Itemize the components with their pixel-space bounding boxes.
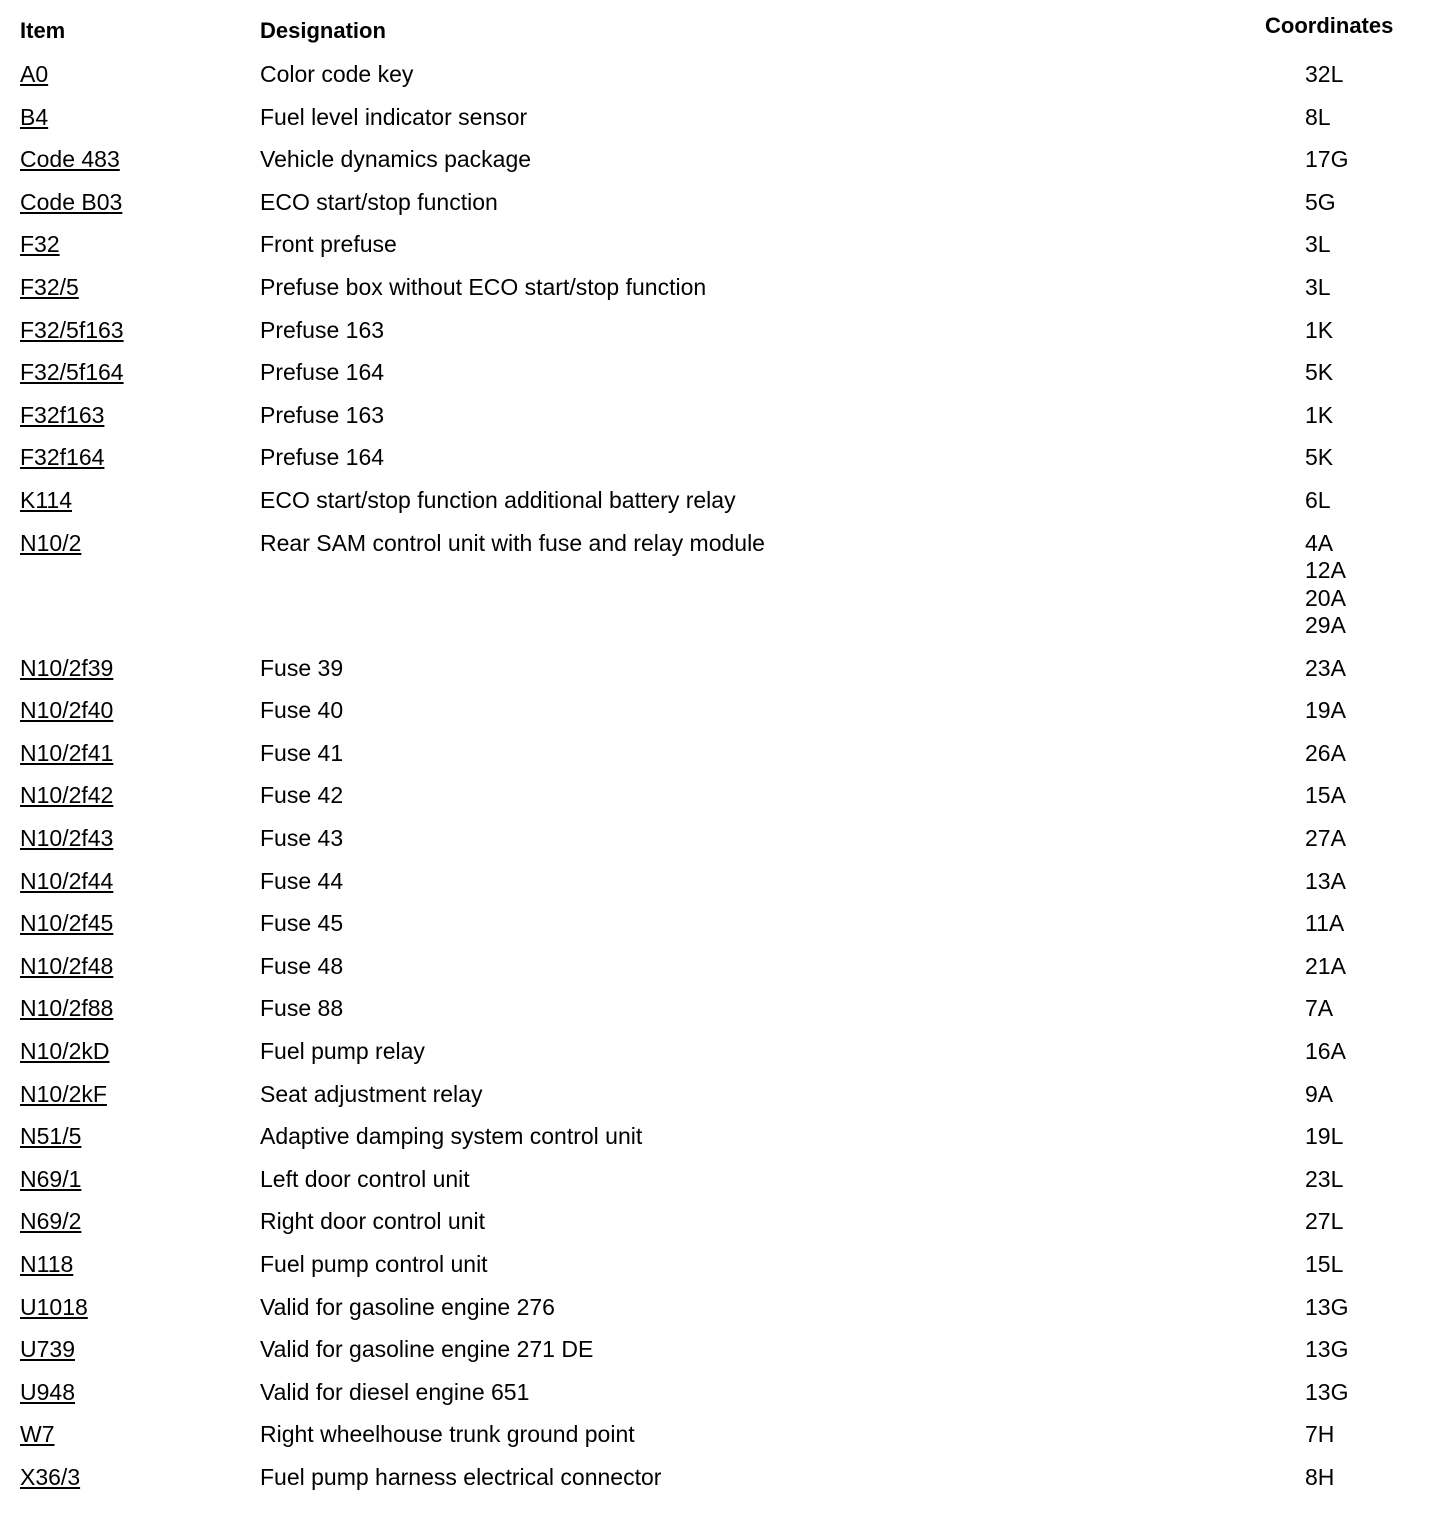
item-link[interactable]: F32/5f164: [20, 359, 124, 386]
item-designation: Fuel pump harness electrical connector: [260, 1463, 662, 1490]
item-designation: ECO start/stop function additional battery relay: [260, 486, 736, 513]
table-row: [0, 1374, 1456, 1417]
table-row: [0, 312, 1456, 355]
column-header-item: Item: [20, 18, 66, 43]
item-coordinates: [1305, 317, 1333, 345]
item-link[interactable]: N69/2: [20, 1208, 82, 1235]
item-coordinates: [1305, 1251, 1343, 1279]
coordinate-value: 1K: [1305, 401, 1334, 428]
item-coordinates: [1305, 655, 1346, 683]
item-coordinates: [1305, 487, 1331, 515]
item-coordinates: [1305, 953, 1346, 981]
item-coordinates: [1305, 1379, 1348, 1407]
coordinate-value: 13A: [1305, 867, 1346, 894]
item-designation: Right wheelhouse trunk ground point: [260, 1421, 635, 1448]
item-link[interactable]: F32/5: [20, 273, 79, 300]
coordinate-value: 9A: [1305, 1080, 1334, 1107]
item-link[interactable]: N10/2: [20, 529, 82, 556]
coordinate-value: 5K: [1305, 444, 1334, 471]
table-row: [0, 354, 1456, 397]
table-row: [0, 1246, 1456, 1289]
table-row: [0, 525, 1456, 650]
item-link[interactable]: N51/5: [20, 1123, 82, 1150]
item-coordinates: [1305, 868, 1346, 896]
column-header-designation: Designation: [260, 18, 386, 43]
item-link[interactable]: N118: [20, 1250, 74, 1277]
table-row: [0, 650, 1456, 693]
item-coordinates: [1305, 444, 1333, 472]
item-designation: Prefuse box without ECO start/stop function: [260, 273, 707, 300]
item-designation: Vehicle dynamics package: [260, 146, 532, 173]
coordinate-value: 5K: [1305, 359, 1334, 386]
coordinate-value: 8L: [1305, 103, 1331, 130]
coordinate-value: 19L: [1305, 1123, 1344, 1150]
table-row: [0, 1118, 1456, 1161]
table-row: [0, 1289, 1456, 1332]
table-row: [0, 990, 1456, 1033]
coordinate-value: 26A: [1305, 739, 1346, 766]
item-coordinates: [1305, 61, 1343, 89]
item-coordinates: [1305, 782, 1346, 810]
coordinate-value: 5G: [1305, 188, 1336, 215]
item-link[interactable]: N69/1: [20, 1165, 82, 1192]
item-designation: Color code key: [260, 61, 414, 87]
item-link[interactable]: X36/3: [20, 1463, 81, 1490]
table-row: [0, 482, 1456, 525]
table-row: [0, 1161, 1456, 1204]
table-row: [0, 863, 1456, 906]
coordinate-value: 17G: [1305, 146, 1349, 173]
item-link[interactable]: U739: [20, 1336, 75, 1363]
table-row: [0, 905, 1456, 948]
item-designation: Seat adjustment relay: [260, 1080, 483, 1107]
item-coordinates: [1305, 1123, 1343, 1151]
item-designation: Front prefuse: [260, 231, 397, 258]
item-designation: Fuse 44: [260, 867, 344, 894]
item-designation: Adaptive damping system control unit: [260, 1123, 643, 1150]
item-table: [0, 56, 1456, 1502]
table-row: [0, 439, 1456, 482]
coordinate-value: 15L: [1305, 1250, 1344, 1277]
item-designation: Fuse 88: [260, 995, 344, 1022]
item-designation: Valid for diesel engine 651: [260, 1378, 530, 1405]
column-header-coordinates: Coordinates: [1265, 13, 1394, 38]
item-link[interactable]: N10/2f43: [20, 825, 114, 851]
item-coordinates: [1305, 1421, 1334, 1449]
item-designation: Valid for gasoline engine 276: [260, 1293, 555, 1320]
coordinate-value: 8H: [1305, 1463, 1335, 1490]
table-row: [0, 1331, 1456, 1374]
item-link[interactable]: N10/2kF: [20, 1080, 107, 1107]
item-coordinates: [1305, 530, 1346, 640]
item-link[interactable]: N10/2f42: [20, 782, 114, 809]
item-link[interactable]: N10/2f45: [20, 910, 114, 937]
item-link[interactable]: F32f163: [20, 401, 105, 428]
item-designation: Fuse 39: [260, 654, 344, 681]
item-link[interactable]: K114: [20, 486, 73, 513]
table-row: [0, 226, 1456, 269]
item-designation: Fuse 45: [260, 910, 344, 937]
item-link[interactable]: F32f164: [20, 444, 105, 471]
item-link[interactable]: N10/2f88: [20, 995, 114, 1022]
table-row: [0, 141, 1456, 184]
table-row: [0, 948, 1456, 991]
coordinate-value: 3L: [1305, 231, 1331, 258]
item-designation: Fuse 42: [260, 782, 344, 809]
coordinate-value: 20A: [1305, 584, 1346, 611]
coordinate-value: 3L: [1305, 273, 1331, 300]
table-row: [0, 99, 1456, 142]
item-designation: Fuse 48: [260, 952, 344, 979]
item-link[interactable]: U1018: [20, 1293, 88, 1320]
item-designation: Fuse 40: [260, 697, 344, 724]
item-designation: Prefuse 163: [260, 316, 385, 343]
coordinate-value: 4A: [1305, 529, 1334, 556]
item-link[interactable]: N10/2kD: [20, 1037, 110, 1064]
item-coordinates: [1305, 146, 1348, 174]
coordinate-value: 16A: [1305, 1037, 1346, 1064]
coordinate-value: 7H: [1305, 1421, 1335, 1448]
coordinate-value: 13G: [1305, 1378, 1349, 1405]
item-coordinates: [1305, 995, 1333, 1023]
table-row: [0, 735, 1456, 778]
item-designation: Left door control unit: [260, 1165, 470, 1192]
table-row: [0, 1459, 1456, 1502]
item-coordinates: [1305, 825, 1346, 853]
item-designation: Prefuse 163: [260, 401, 385, 428]
table-row: [0, 692, 1456, 735]
item-link[interactable]: N10/2f41: [20, 739, 114, 766]
item-coordinates: [1305, 1208, 1343, 1236]
item-link[interactable]: N10/2f39: [20, 654, 114, 681]
item-coordinates: [1305, 1038, 1346, 1066]
item-coordinates: [1305, 910, 1344, 938]
coordinate-value: 19A: [1305, 697, 1346, 724]
item-link[interactable]: A0: [20, 61, 49, 87]
item-designation: Rear SAM control unit with fuse and relay module: [260, 529, 765, 556]
item-designation: Prefuse 164: [260, 444, 385, 471]
item-designation: Fuse 43: [260, 825, 344, 851]
item-designation: Prefuse 164: [260, 359, 385, 386]
table-row: [0, 184, 1456, 227]
item-link[interactable]: N10/2f48: [20, 952, 114, 979]
coordinate-value: 7A: [1305, 995, 1334, 1022]
coordinate-value: 11A: [1305, 910, 1345, 937]
coordinate-value: 15A: [1305, 782, 1346, 809]
coordinate-value: 23L: [1305, 1165, 1344, 1192]
table-row: [0, 1416, 1456, 1459]
item-coordinates: [1305, 359, 1333, 387]
item-coordinates: [1305, 1081, 1333, 1109]
item-coordinates: [1305, 697, 1346, 725]
item-designation: ECO start/stop function: [260, 188, 498, 215]
item-designation: Right door control unit: [260, 1208, 486, 1235]
item-link[interactable]: N10/2f40: [20, 697, 114, 724]
item-link[interactable]: Code B03: [20, 188, 123, 215]
coordinate-value: 13G: [1305, 1293, 1349, 1320]
table-row: [0, 820, 1456, 863]
coordinate-value: 1K: [1305, 316, 1334, 343]
table-row: [0, 1076, 1456, 1119]
coordinate-value: 27L: [1305, 1208, 1344, 1235]
item-coordinates: [1305, 402, 1333, 430]
item-link[interactable]: Code 483: [20, 146, 120, 173]
coordinate-value: 12A: [1305, 557, 1346, 584]
item-coordinates: [1305, 740, 1346, 768]
table-row: [0, 56, 1456, 99]
coordinate-value: 27A: [1305, 825, 1346, 851]
table-row: [0, 269, 1456, 312]
item-designation: Fuel level indicator sensor: [260, 103, 528, 130]
item-coordinates: [1305, 1166, 1343, 1194]
item-designation: Fuel pump control unit: [260, 1250, 488, 1277]
item-link[interactable]: F32/5f163: [20, 316, 124, 343]
coordinate-value: 13G: [1305, 1336, 1349, 1363]
item-link[interactable]: W7: [20, 1421, 55, 1448]
item-coordinates: [1305, 1464, 1334, 1492]
item-link[interactable]: F32: [20, 231, 60, 258]
coordinate-value: 21A: [1305, 952, 1346, 979]
table-row: [0, 777, 1456, 820]
table-row: [0, 1033, 1456, 1076]
item-coordinates: [1305, 274, 1331, 302]
item-coordinates: [1305, 104, 1331, 132]
item-coordinates: [1305, 1294, 1348, 1322]
table-header: [0, 0, 1456, 56]
item-coordinates: [1305, 231, 1331, 259]
item-link[interactable]: N10/2f44: [20, 867, 114, 894]
coordinate-value: 23A: [1305, 654, 1346, 681]
table-row: [0, 397, 1456, 440]
coordinate-value: 29A: [1305, 612, 1346, 639]
item-designation: Valid for gasoline engine 271 DE: [260, 1336, 594, 1363]
coordinate-value: 6L: [1305, 486, 1331, 513]
coordinate-value: 32L: [1305, 61, 1344, 87]
item-designation: Fuse 41: [260, 739, 344, 766]
item-link[interactable]: U948: [20, 1378, 75, 1405]
item-link[interactable]: B4: [20, 103, 49, 130]
item-coordinates: [1305, 189, 1336, 217]
table-row: [0, 1203, 1456, 1246]
item-designation: Fuel pump relay: [260, 1037, 425, 1064]
item-coordinates: [1305, 1336, 1348, 1364]
